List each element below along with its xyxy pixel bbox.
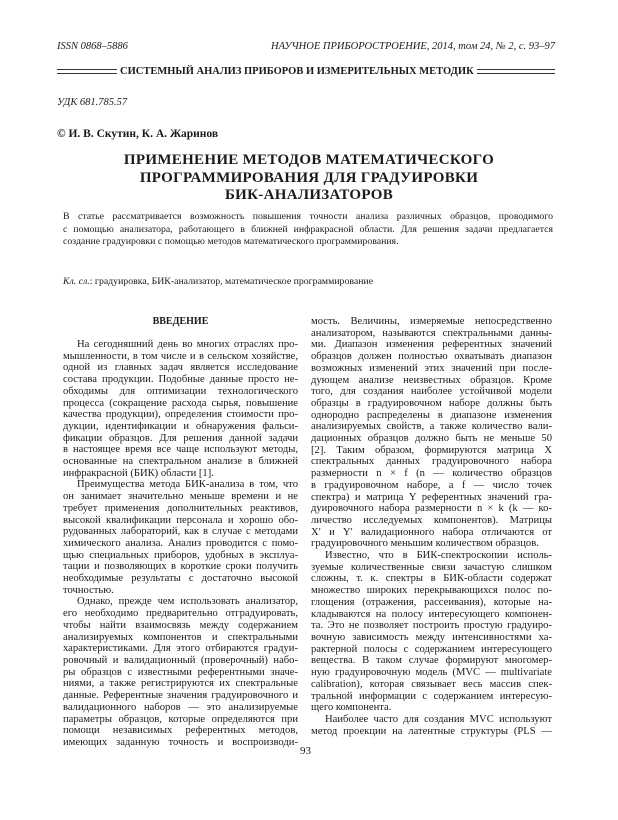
page-number: 93 [300, 745, 311, 757]
text-line: кладываются на полосу интересующего компонен- [311, 608, 552, 620]
divider [57, 69, 117, 74]
right-column [311, 316, 552, 737]
text-line: требует применения дополнительных реактивов, [63, 502, 298, 514]
text-line: На сегодняшний день во многих отраслях про- [77, 339, 298, 350]
text-line: зуемые количественные связи зачастую слишком [311, 561, 552, 573]
text-line: химического анализа. Анализ проводится с помо- [63, 537, 298, 549]
text-line: анализируемых свойств, а также количество вали- [311, 421, 552, 433]
authors: © И. В. Скутин, К. А. Жаринов [57, 128, 219, 140]
text-line: ми. Диапазон изменения референтных значений [311, 339, 552, 351]
text-line: calibration), которая связывает весь массив спек- [311, 678, 552, 690]
text-line: фикации образцов. Для решения данной задачи [63, 432, 298, 444]
text-line: глощения (отражения, рассеивания), которые на- [311, 596, 552, 608]
text-line: метод проекции на латентные структуры (PLS — [311, 725, 552, 737]
paragraph [63, 339, 298, 479]
paragraph [63, 596, 298, 748]
section-title: СИСТЕМНЫЙ АНАЛИЗ ПРИБОРОВ И ИЗМЕРИТЕЛЬНЫХ МЕТОДИК [120, 66, 474, 77]
keywords-text: : градуировка, БИК-анализатор, математическое программирование [89, 276, 374, 287]
text-line: вещества. В таком случае формируют многомер- [311, 655, 552, 667]
text-line: анализатором, называются спектральными данны- [311, 327, 552, 339]
text-line: Наиболее часто для создания MVC используют [325, 713, 552, 725]
text-line: данные. Референтные значения градуировочного и [63, 690, 298, 702]
text-line: ную градуировочную модель (MVC — multivariate [311, 667, 552, 679]
text-line: валидационного наборов — это анализируемые [63, 701, 298, 713]
text-line: одной из главных задач является исследование [63, 362, 298, 374]
abstract-line: с помощью анализатора, работающего в ближней инфракрасной области. Для решения задачи предлагается [63, 223, 553, 235]
text-line: необходимые результаты с достаточно высокой [63, 573, 298, 585]
article-title [0, 152, 618, 205]
text-line: мышленности, в том числе и в сельском хозяйстве, [63, 350, 298, 362]
section-banner [57, 66, 555, 77]
text-line: обходимы для оптимизации технологического [63, 385, 298, 397]
text-line: [2]. Таким образом, формируются матрица X [311, 444, 552, 456]
text-line: вочную зависимость между интенсивностями ха- [311, 631, 552, 643]
text-line: высокой квалификации персонала и хорошо обо- [63, 514, 298, 526]
text-line: дационных образцов должно быть не меньше 50 [311, 433, 552, 445]
text-line: ниями, а также регистрируются их спектральные [63, 678, 298, 690]
text-line: основанные на спектральном анализе в ближней [63, 456, 298, 468]
issn: ISSN 0868–5886 [57, 41, 128, 52]
text-line: тации и позволяющих в короткие сроки получить [63, 561, 298, 573]
text-line: того, для создания наиболее устойчивой модели [311, 386, 552, 398]
text-line: параметры образцов, которые определяются при [63, 713, 298, 725]
text-line: дующем анализе неизвестных образцов. Кроме [311, 374, 552, 386]
text-line: размерности n × f (n — количество образцов [311, 468, 552, 480]
keywords [63, 276, 373, 287]
text-line: сложны, т. к. спектры в БИК-области содержат [311, 573, 552, 585]
text-line: ры образцов с известными референтными значе- [63, 666, 298, 678]
text-line: анализируемых компонентов и спектральными [63, 631, 298, 643]
text-line: личество исследуемых компонентов). Матрицы [311, 514, 552, 526]
journal-citation: НАУЧНОЕ ПРИБОРОСТРОЕНИЕ, 2014, том 24, № 2, с. 93–97 [271, 41, 555, 52]
text-line: точностью. [63, 584, 114, 596]
udk-code: УДК 681.785.57 [57, 97, 128, 108]
paragraph [63, 479, 298, 596]
text-line: помощи независимых референтных методов, [63, 725, 298, 737]
text-line: образцы в градуировочном наборе должны быть [311, 397, 552, 409]
text-line: в градуировочном наборе, а f — число точек [311, 479, 552, 491]
text-line: тральной информации с содержанием интересую- [311, 690, 552, 702]
title-line: БИК-АНАЛИЗАТОРОВ [224, 187, 394, 203]
text-line: образцов должен полностью охватывать диапазон [311, 351, 552, 363]
text-line: щью специальных приборов, удобных в эксплуа- [63, 549, 298, 561]
text-line: инфракрасной (БИК) области [1]. [63, 467, 214, 479]
section-heading: ВВЕДЕНИЕ [152, 316, 209, 327]
text-line: состава продукции. Подобные данные просто не- [63, 374, 298, 386]
text-line: градуировочного меньшим количеством образцов. [311, 538, 539, 550]
abstract [63, 211, 553, 249]
text-line: его необходимо предварительно отградуировать, [63, 608, 298, 620]
text-line: спектра) и матрица Y референтных значений гра- [311, 491, 552, 503]
text-line: качества продукции), определения стоимости про- [63, 409, 298, 421]
text-line: чтобы найти взаимосвязь между содержанием [63, 619, 298, 631]
text-line: та. Это не позволяет построить простую градуиро- [311, 620, 552, 632]
text-line: возможных изменений этих значений при после- [311, 362, 552, 374]
text-line: Преимущества метода БИК-анализа в том, что [77, 479, 298, 491]
abstract-line: В статье рассматривается возможность повышения точности анализа различных образцов, проводимого [63, 211, 553, 222]
paragraph [311, 316, 552, 550]
text-line: однородно распределены в диапазоне изменения [311, 409, 552, 421]
text-line: Однако, прежде чем использовать анализатор, [77, 596, 298, 608]
text-line: имеющих заданную точность и воспроизводи- [63, 736, 298, 748]
text-line: в настоящее время все чаще используют методы, [63, 444, 298, 456]
text-line: Известно, что в БИК-спектроскопии исполь- [325, 550, 552, 562]
left-column [63, 339, 298, 749]
paragraph [311, 714, 552, 737]
text-line: характеристиками. Для этого отбираются градуи- [63, 643, 298, 655]
divider [477, 69, 555, 74]
title-line: ПРИМЕНЕНИЕ МЕТОДОВ МАТЕМАТИЧЕСКОГО [123, 152, 495, 168]
title-line: ПРОГРАММИРОВАНИЯ ДЛЯ ГРАДУИРОВКИ [139, 169, 479, 186]
text-line: процесса (сокращение расхода сырья, повышение [63, 397, 298, 409]
keywords-label: Кл. сл. [63, 276, 90, 287]
abstract-line: создание градуировки с помощью методов математического программирования. [63, 236, 399, 247]
text-line: он занимает значительно меньше времени и не [63, 491, 298, 503]
text-line: щего компонента. [311, 702, 392, 714]
text-line: рактерной полосы с содержанием интересующего [311, 643, 552, 655]
text-line: X′ и Y′ валидационного набора отличаются от [311, 526, 552, 538]
text-line: дуировочного набора размерности n × k (k — ко- [311, 503, 552, 515]
text-line: рудованных лабораторий, как в случае с методами [63, 526, 298, 538]
text-line: ровочный и валидационный (проверочный) набо- [63, 654, 298, 666]
text-line: дукции, идентификации и обнаружения фальси- [63, 420, 298, 432]
text-line: множество широких перекрывающихся полос по- [311, 585, 552, 597]
paragraph [311, 550, 552, 714]
text-line: мость. Величины, измеряемые непосредственно [311, 316, 552, 327]
text-line: спектральных данных градуировочного набора [311, 456, 552, 468]
